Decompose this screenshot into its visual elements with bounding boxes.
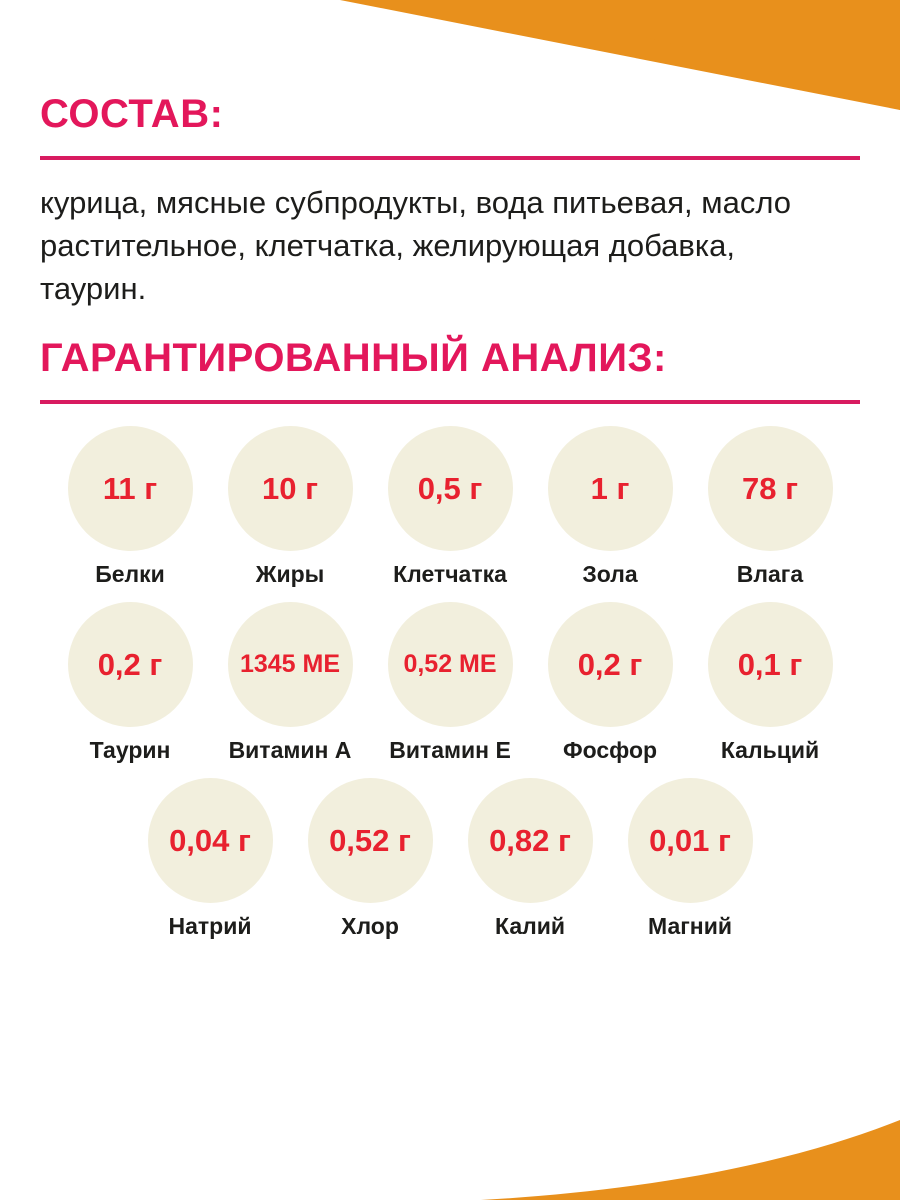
nutrient-label: Натрий [168, 913, 252, 940]
nutrient-value: 0,52 г [329, 823, 411, 859]
nutrient-bubble [468, 778, 593, 903]
divider-analysis [40, 400, 860, 404]
divider-ingredients [40, 156, 860, 160]
nutrient-label: Калий [495, 913, 565, 940]
analysis-title: ГАРАНТИРОВАННЫЙ АНАЛИЗ: [40, 336, 667, 381]
nutrient-item [624, 778, 756, 940]
nutrient-row [40, 426, 860, 588]
nutrient-label: Кальций [720, 737, 820, 764]
nutrient-label: Хлор [341, 913, 399, 940]
decorative-corner-bottom [0, 1090, 900, 1200]
nutrient-row [40, 778, 860, 940]
nutrient-row [40, 602, 860, 764]
nutrient-bubble [708, 602, 833, 727]
nutrient-item [224, 426, 356, 588]
nutrient-item [384, 426, 516, 588]
nutrient-bubble [388, 602, 513, 727]
nutrient-bubble [228, 602, 353, 727]
nutrient-label: Витамин Е [389, 737, 511, 764]
nutrient-value: 0,04 г [169, 823, 251, 859]
nutrient-item [64, 602, 196, 764]
nutrient-item [304, 778, 436, 940]
nutrient-bubble [68, 602, 193, 727]
nutrient-item [64, 426, 196, 588]
nutrient-bubble [388, 426, 513, 551]
nutrient-item [144, 778, 276, 940]
nutrient-bubble [228, 426, 353, 551]
nutrient-item [224, 602, 356, 764]
nutrient-label: Таурин [89, 737, 171, 764]
ingredients-text: курица, мясные субпродукты, вода питьевая, масло растительное, клетчатка, желирующая добавка, таурин. [40, 185, 792, 306]
nutrient-value: 1345 МЕ [239, 650, 341, 679]
nutrient-value: 0,1 г [737, 647, 803, 683]
nutrient-bubble [308, 778, 433, 903]
nutrient-value: 0,2 г [577, 647, 643, 683]
nutrient-item [704, 602, 836, 764]
nutrient-bubble [548, 602, 673, 727]
nutrient-bubble [68, 426, 193, 551]
nutrient-value: 0,01 г [649, 823, 731, 859]
nutrient-label: Магний [648, 913, 732, 940]
ingredients-title: СОСТАВ: [40, 92, 224, 136]
nutrient-value: 78 г [741, 471, 798, 507]
nutrient-label: Витамин А [228, 737, 352, 764]
nutrient-item [704, 426, 836, 588]
nutrient-value: 0,2 г [97, 647, 163, 683]
nutrient-grid [40, 426, 860, 940]
nutrient-label: Зола [582, 561, 638, 588]
nutrient-label: Фосфор [562, 737, 658, 764]
nutrient-value: 11 г [102, 471, 158, 507]
nutrient-value: 10 г [261, 471, 318, 507]
nutrient-label: Влага [736, 561, 804, 588]
nutrient-bubble [148, 778, 273, 903]
nutrient-bubble [708, 426, 833, 551]
nutrient-value: 0,52 МЕ [403, 650, 497, 679]
nutrient-value: 1 г [590, 471, 630, 507]
nutrient-value: 0,82 г [489, 823, 571, 859]
nutrient-bubble [548, 426, 673, 551]
nutrient-item [544, 602, 676, 764]
nutrient-item [464, 778, 596, 940]
nutrient-value: 0,5 г [417, 471, 483, 507]
nutrient-item [384, 602, 516, 764]
nutrient-bubble [628, 778, 753, 903]
nutrient-item [544, 426, 676, 588]
nutrient-label: Клетчатка [393, 561, 507, 588]
nutrient-label: Жиры [255, 561, 325, 588]
nutrient-label: Белки [95, 561, 165, 588]
